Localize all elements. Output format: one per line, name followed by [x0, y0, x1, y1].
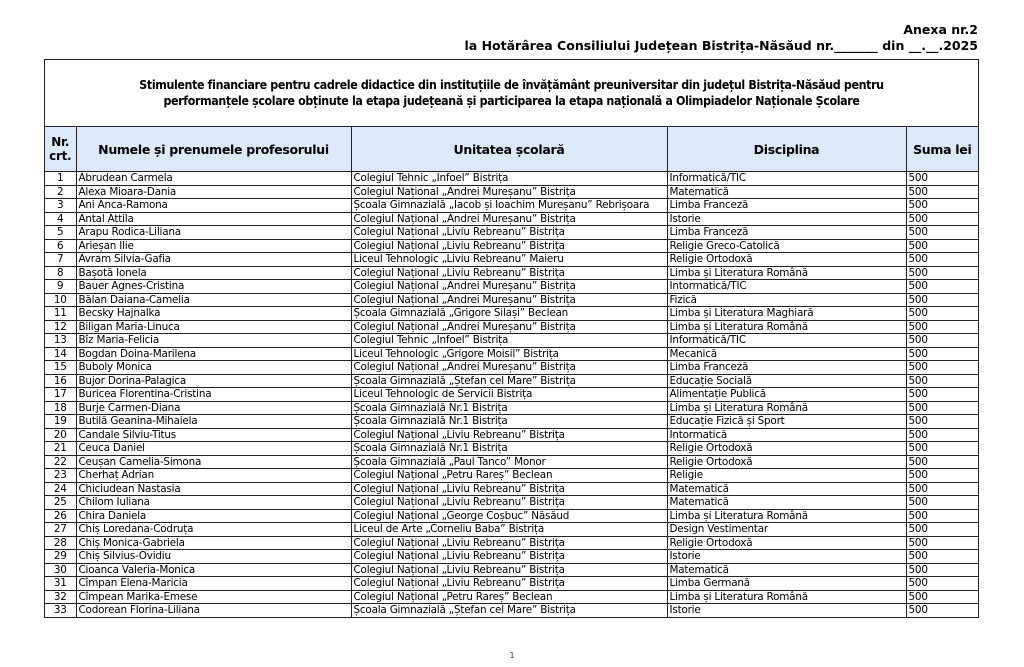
school-name-cell: Colegiul Național „Liviu Rebreanu” Bistrița	[351, 577, 667, 591]
amount-cell: 500	[906, 280, 978, 294]
row-number-cell: 21	[45, 442, 76, 456]
discipline-cell: Limba și Literatura Română	[667, 320, 906, 334]
amount-cell: 500	[906, 347, 978, 361]
school-name-cell: Colegiul Național „Liviu Rebreanu” Bistrița	[351, 428, 667, 442]
discipline-cell: Limba Franceză	[667, 199, 906, 213]
teacher-name-cell: Ani Anca-Ramona	[76, 199, 351, 213]
amount-cell: 500	[906, 536, 978, 550]
row-number-cell: 23	[45, 469, 76, 483]
teacher-name-cell: Becsky Hajnalka	[76, 307, 351, 321]
teacher-name-cell: Arieșan Ilie	[76, 239, 351, 253]
amount-cell: 500	[906, 428, 978, 442]
discipline-cell: Limba și Literatura Română	[667, 509, 906, 523]
teacher-name-cell: Buboly Monica	[76, 361, 351, 375]
school-name-cell: Liceul de Arte „Corneliu Baba” Bistrița	[351, 523, 667, 537]
discipline-cell: Religie Greco-Catolică	[667, 239, 906, 253]
discipline-cell: Informatică/TIC	[667, 172, 906, 186]
row-number-cell: 8	[45, 266, 76, 280]
table-row	[45, 455, 978, 469]
row-number-cell: 6	[45, 239, 76, 253]
row-number-cell: 11	[45, 307, 76, 321]
amount-cell: 500	[906, 212, 978, 226]
row-number-cell: 22	[45, 455, 76, 469]
teacher-name-cell: Cîmpan Elena-Maricia	[76, 577, 351, 591]
discipline-cell: Istorie	[667, 212, 906, 226]
row-number-cell: 17	[45, 388, 76, 402]
amount-cell: 500	[906, 509, 978, 523]
school-name-cell: Colegiul Național „Petru Rareș” Beclean	[351, 469, 667, 483]
discipline-cell: Matematică	[667, 496, 906, 510]
row-number-cell: 18	[45, 401, 76, 415]
table-row	[45, 293, 978, 307]
school-name-cell: Colegiul Național „Liviu Rebreanu” Bistrița	[351, 266, 667, 280]
amount-cell: 500	[906, 226, 978, 240]
table-row	[45, 361, 978, 375]
discipline-cell: Limba Germană	[667, 577, 906, 591]
school-name-cell: Școala Gimnazială „Paul Tanco” Monor	[351, 455, 667, 469]
table-row	[45, 172, 978, 186]
row-number-cell: 26	[45, 509, 76, 523]
amount-cell: 500	[906, 388, 978, 402]
table-row	[45, 536, 978, 550]
row-number-cell: 30	[45, 563, 76, 577]
teacher-name-cell: Antal Attila	[76, 212, 351, 226]
discipline-cell: Matematică	[667, 563, 906, 577]
row-number-cell: 31	[45, 577, 76, 591]
table-row	[45, 401, 978, 415]
school-name-cell: Colegiul Național „Petru Rareș” Beclean	[351, 590, 667, 604]
school-name-cell: Școala Gimnazială Nr.1 Bistrița	[351, 442, 667, 456]
table-row	[45, 253, 978, 267]
row-number-cell: 7	[45, 253, 76, 267]
row-number-cell: 15	[45, 361, 76, 375]
school-name-cell: Școala Gimnazială „Ștefan cel Mare” Bistrița	[351, 604, 667, 617]
school-name-cell: Colegiul Național „Andrei Mureșanu” Bistrița	[351, 280, 667, 294]
teacher-name-cell: Bujor Dorina-Palagica	[76, 374, 351, 388]
table-row	[45, 590, 978, 604]
teacher-name-cell: Cioanca Valeria-Monica	[76, 563, 351, 577]
school-name-cell: Școala Gimnazială „Grigore Silași” Beclean	[351, 307, 667, 321]
amount-cell: 500	[906, 563, 978, 577]
amount-cell: 500	[906, 590, 978, 604]
school-name-cell: Colegiul Național „Andrei Mureșanu” Bistrița	[351, 320, 667, 334]
annex-header	[465, 22, 979, 54]
table-row	[45, 523, 978, 537]
document-title-line-2: performanțele școlare obținute la etapa județeană și participarea la etapa națională a Olimpiadelor Naționale Școlare	[163, 94, 860, 108]
amount-cell: 500	[906, 253, 978, 267]
amount-cell: 500	[906, 415, 978, 429]
teacher-name-cell: Codorean Florina-Liliana	[76, 604, 351, 617]
discipline-cell: Limba Franceză	[667, 226, 906, 240]
amount-cell: 500	[906, 469, 978, 483]
row-number-cell: 12	[45, 320, 76, 334]
table-row	[45, 374, 978, 388]
amount-cell: 500	[906, 442, 978, 456]
table-row	[45, 442, 978, 456]
school-name-cell: Colegiul Național „Andrei Mureșanu” Bistrița	[351, 361, 667, 375]
discipline-cell: Limba și Literatura Română	[667, 266, 906, 280]
school-name-cell: Colegiul Național „Liviu Rebreanu” Bistrița	[351, 239, 667, 253]
table-row	[45, 239, 978, 253]
teacher-name-cell: Alexa Mioara-Dania	[76, 185, 351, 199]
teacher-name-cell: Chira Daniela	[76, 509, 351, 523]
teacher-name-cell: Biligan Maria-Linuca	[76, 320, 351, 334]
column-header-nr: Nr. crt.	[45, 127, 76, 172]
discipline-cell: Limba și Literatura Română	[667, 590, 906, 604]
discipline-cell: Istorie	[667, 550, 906, 564]
discipline-cell: Matematică	[667, 482, 906, 496]
amount-cell: 500	[906, 266, 978, 280]
discipline-cell: Limba și Literatura Română	[667, 401, 906, 415]
row-number-cell: 13	[45, 334, 76, 348]
row-number-cell: 2	[45, 185, 76, 199]
teacher-name-cell: Burje Carmen-Diana	[76, 401, 351, 415]
table-body	[45, 172, 978, 617]
teacher-name-cell: Abrudean Carmela	[76, 172, 351, 186]
document-title-line-1: Stimulente financiare pentru cadrele didactice din instituțiile de învățământ preuniversitar din județul Bistrița-Năsăud pentru	[139, 78, 884, 92]
school-name-cell: Colegiul Național „Liviu Rebreanu” Bistrița	[351, 536, 667, 550]
school-name-cell: Colegiul Național „Andrei Mureșanu” Bistrița	[351, 293, 667, 307]
school-name-cell: Colegiul Național „Liviu Rebreanu” Bistrița	[351, 550, 667, 564]
table-header-row	[45, 127, 978, 172]
school-name-cell: Colegiul Național „Andrei Mureșanu” Bistrița	[351, 185, 667, 199]
document-title	[45, 60, 978, 127]
row-number-cell: 28	[45, 536, 76, 550]
amount-cell: 500	[906, 199, 978, 213]
table-row	[45, 212, 978, 226]
teacher-name-cell: Bauer Agnes-Cristina	[76, 280, 351, 294]
amount-cell: 500	[906, 361, 978, 375]
row-number-cell: 14	[45, 347, 76, 361]
row-number-cell: 9	[45, 280, 76, 294]
discipline-cell: Religie Ortodoxă	[667, 455, 906, 469]
table-row	[45, 199, 978, 213]
teacher-name-cell: Cîmpean Marika-Emese	[76, 590, 351, 604]
table-row	[45, 415, 978, 429]
amount-cell: 500	[906, 307, 978, 321]
teacher-name-cell: Avram Silvia-Gafia	[76, 253, 351, 267]
school-name-cell: Colegiul Tehnic „Infoel” Bistrița	[351, 334, 667, 348]
table-row	[45, 347, 978, 361]
discipline-cell: Religie Ortodoxă	[667, 253, 906, 267]
table-row	[45, 509, 978, 523]
school-name-cell: Colegiul Național „Andrei Mureșanu” Bistrița	[351, 212, 667, 226]
teacher-name-cell: Bașotă Ionela	[76, 266, 351, 280]
row-number-cell: 4	[45, 212, 76, 226]
row-number-cell: 27	[45, 523, 76, 537]
teacher-name-cell: Chilom Iuliana	[76, 496, 351, 510]
discipline-cell: Istorie	[667, 604, 906, 617]
amount-cell: 500	[906, 482, 978, 496]
school-name-cell: Colegiul Național „Liviu Rebreanu” Bistrița	[351, 482, 667, 496]
teacher-name-cell: Butilă Geanina-Mihaiela	[76, 415, 351, 429]
discipline-cell: Intormatică/TIC	[667, 280, 906, 294]
column-header-name: Numele și prenumele profesorului	[76, 127, 351, 172]
teacher-name-cell: Cherhaț Adrian	[76, 469, 351, 483]
discipline-cell: Religie Ortodoxă	[667, 536, 906, 550]
row-number-cell: 25	[45, 496, 76, 510]
amount-cell: 500	[906, 577, 978, 591]
discipline-cell: Informatică/TIC	[667, 334, 906, 348]
table-row	[45, 428, 978, 442]
discipline-cell: Mecanică	[667, 347, 906, 361]
table-row	[45, 226, 978, 240]
discipline-cell: Limba și Literatura Maghiară	[667, 307, 906, 321]
school-name-cell: Colegiul Tehnic „Infoel” Bistrița	[351, 172, 667, 186]
amount-cell: 500	[906, 401, 978, 415]
amount-cell: 500	[906, 293, 978, 307]
table-row	[45, 469, 978, 483]
row-number-cell: 24	[45, 482, 76, 496]
teacher-name-cell: Bîz Maria-Felicia	[76, 334, 351, 348]
row-number-cell: 16	[45, 374, 76, 388]
row-number-cell: 3	[45, 199, 76, 213]
amount-cell: 500	[906, 185, 978, 199]
table-row	[45, 550, 978, 564]
table-row	[45, 334, 978, 348]
teacher-name-cell: Bălan Daiana-Camelia	[76, 293, 351, 307]
discipline-cell: Fizică	[667, 293, 906, 307]
school-name-cell: Școala Gimnazială „Ștefan cel Mare” Bistrița	[351, 374, 667, 388]
teacher-name-cell: Chiș Loredana-Codruța	[76, 523, 351, 537]
discipline-cell: Matematică	[667, 185, 906, 199]
discipline-cell: Religie	[667, 469, 906, 483]
school-name-cell: Școala Gimnazială „Iacob și Ioachim Mureșanu” Rebrișoara	[351, 199, 667, 213]
amount-cell: 500	[906, 172, 978, 186]
teacher-name-cell: Bogdan Doina-Marilena	[76, 347, 351, 361]
teacher-name-cell: Candale Silviu-Titus	[76, 428, 351, 442]
table-row	[45, 280, 978, 294]
teacher-name-cell: Chiș Silvius-Ovidiu	[76, 550, 351, 564]
school-name-cell: Colegiul Național „George Coșbuc” Năsăud	[351, 509, 667, 523]
table-row	[45, 563, 978, 577]
school-name-cell: Liceul Tehnologic de Servicii Bistrița	[351, 388, 667, 402]
teacher-name-cell: Chiciudean Nastasia	[76, 482, 351, 496]
row-number-cell: 33	[45, 604, 76, 617]
amount-cell: 500	[906, 320, 978, 334]
teachers-table	[45, 127, 978, 617]
row-number-cell: 5	[45, 226, 76, 240]
amount-cell: 500	[906, 604, 978, 617]
teacher-name-cell: Arapu Rodica-Liliana	[76, 226, 351, 240]
discipline-cell: Educație Fizică și Sport	[667, 415, 906, 429]
school-name-cell: Colegiul Național „Liviu Rebreanu” Bistrița	[351, 496, 667, 510]
school-name-cell: Liceul Tehnologic „Grigore Moisil” Bistrița	[351, 347, 667, 361]
row-number-cell: 10	[45, 293, 76, 307]
amount-cell: 500	[906, 455, 978, 469]
teacher-name-cell: Buricea Florentina-Cristina	[76, 388, 351, 402]
row-number-cell: 19	[45, 415, 76, 429]
table-row	[45, 266, 978, 280]
discipline-cell: Limba Franceză	[667, 361, 906, 375]
discipline-cell: Alimentație Publică	[667, 388, 906, 402]
school-name-cell: Școala Gimnazială Nr.1 Bistrița	[351, 415, 667, 429]
row-number-cell: 32	[45, 590, 76, 604]
row-number-cell: 20	[45, 428, 76, 442]
row-number-cell: 29	[45, 550, 76, 564]
page-number: 1	[509, 651, 515, 660]
document-table-frame	[44, 59, 979, 618]
column-header-discipline: Disciplina	[667, 127, 906, 172]
school-name-cell: Școala Gimnazială Nr.1 Bistrița	[351, 401, 667, 415]
school-name-cell: Liceul Tehnologic „Liviu Rebreanu” Maieru	[351, 253, 667, 267]
amount-cell: 500	[906, 523, 978, 537]
table-row	[45, 577, 978, 591]
table-row	[45, 482, 978, 496]
table-row	[45, 388, 978, 402]
teacher-name-cell: Chiș Monica-Gabriela	[76, 536, 351, 550]
amount-cell: 500	[906, 239, 978, 253]
column-header-amount: Suma lei	[906, 127, 978, 172]
discipline-cell: Intormatică	[667, 428, 906, 442]
row-number-cell: 1	[45, 172, 76, 186]
teacher-name-cell: Ceuca Daniel	[76, 442, 351, 456]
discipline-cell: Religie Ortodoxă	[667, 442, 906, 456]
decision-reference: la Hotărârea Consiliului Județean Bistrița-Năsăud nr._______ din __.__.2025	[464, 38, 978, 53]
table-row	[45, 185, 978, 199]
discipline-cell: Educație Socială	[667, 374, 906, 388]
teacher-name-cell: Ceușan Camelia-Simona	[76, 455, 351, 469]
discipline-cell: Design Vestimentar	[667, 523, 906, 537]
table-row	[45, 604, 978, 617]
table-row	[45, 320, 978, 334]
table-row	[45, 496, 978, 510]
annex-number: Anexa nr.2	[903, 22, 978, 37]
amount-cell: 500	[906, 496, 978, 510]
table-row	[45, 307, 978, 321]
column-header-school: Unitatea școlară	[351, 127, 667, 172]
school-name-cell: Colegiul Național „Liviu Rebreanu” Bistrița	[351, 563, 667, 577]
amount-cell: 500	[906, 550, 978, 564]
amount-cell: 500	[906, 374, 978, 388]
amount-cell: 500	[906, 334, 978, 348]
school-name-cell: Colegiul Național „Liviu Rebreanu” Bistrița	[351, 226, 667, 240]
